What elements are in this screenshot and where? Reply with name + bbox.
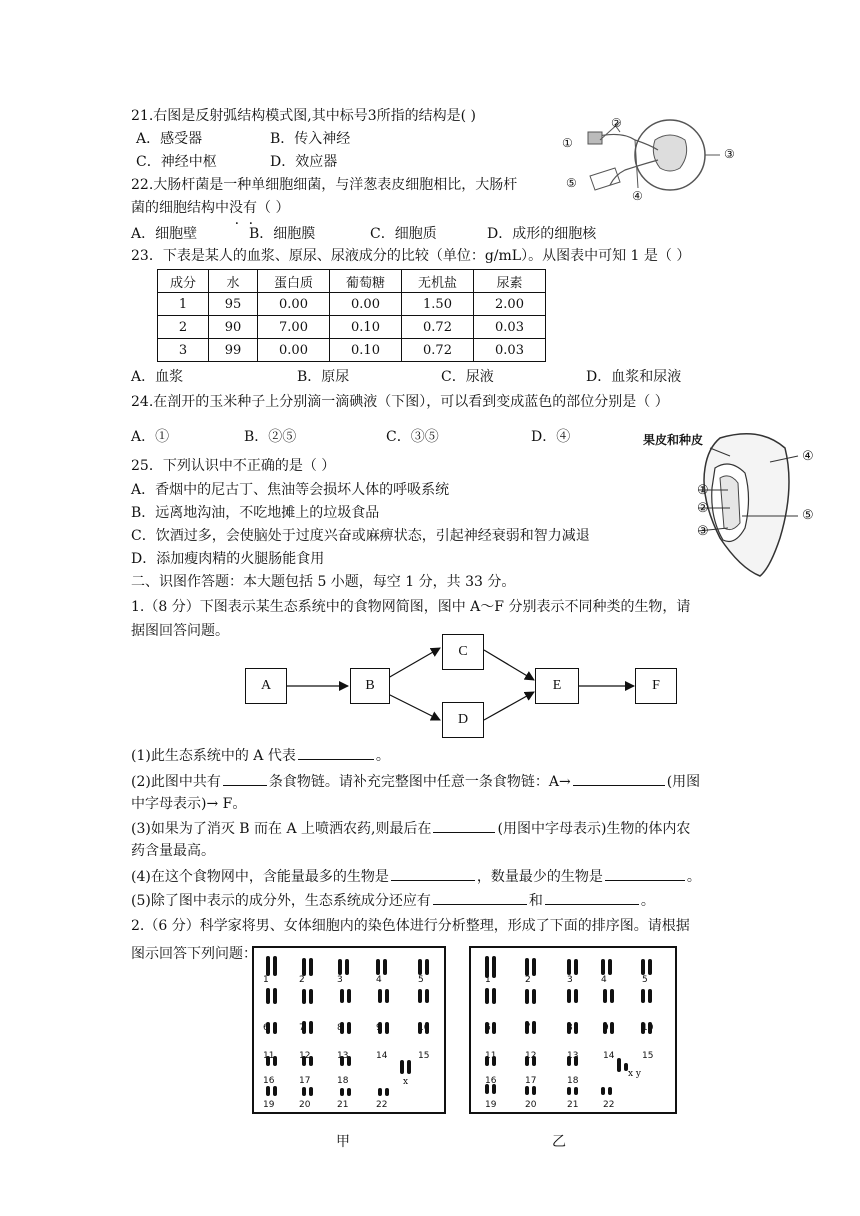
table-cell: 7.00	[258, 316, 330, 339]
chromosome-number-male: 3	[567, 975, 573, 985]
food-web-node-c: C	[442, 634, 484, 670]
chromosome-number-male: 16	[485, 1076, 497, 1086]
caption-jia: 甲	[336, 1134, 350, 1150]
q21-option-c: C．神经中枢	[136, 154, 217, 170]
chromosome-number-female: 20	[299, 1100, 311, 1110]
chromosome-number-female: 22	[376, 1100, 388, 1110]
q24-option-b: B．②⑤	[244, 429, 297, 445]
q21-option-b: B．传入神经	[270, 131, 351, 147]
reflex-arc-figure	[560, 110, 750, 200]
table-cell: 2	[158, 316, 209, 339]
chromosome-number-male: 18	[567, 1076, 579, 1086]
q22-line2: 菌的细胞结构中没有（ ）	[131, 200, 290, 216]
seed-label-1: ①	[697, 483, 709, 498]
table-cell: 0.00	[258, 293, 330, 316]
chromosome-number-male: 1	[485, 975, 491, 985]
table-cell: 90	[209, 316, 258, 339]
chromosome-number-male: 15	[642, 1051, 654, 1061]
reflex-label-1: ①	[562, 136, 573, 150]
chromosome-number-female: 1	[263, 975, 269, 985]
table-cell: 0.10	[330, 316, 402, 339]
food-web-node-a: A	[245, 668, 287, 704]
table-cell: 0.03	[474, 316, 546, 339]
table-cell: 0.72	[402, 316, 474, 339]
q25-stem: 25．下列认识中不正确的是（ ）	[131, 458, 336, 474]
table-cell: 2.00	[474, 293, 546, 316]
p1-q4: (4)在这个食物网中，含能量最多的生物是 ，数量最少的生物是 。	[131, 866, 701, 887]
chromosome-number-female: 4	[376, 975, 382, 985]
answer-blank[interactable]	[573, 771, 665, 786]
answer-blank[interactable]	[298, 745, 374, 760]
table-cell: 3	[158, 339, 209, 362]
q23-option-c: C．尿液	[441, 369, 494, 385]
reflex-label-5: ⑤	[566, 176, 577, 190]
chromosome-number-female: 10	[418, 1023, 430, 1033]
q24-option-c: C．③⑤	[386, 429, 439, 445]
table-cell: 0.72	[402, 339, 474, 362]
chromosome-number-female: 11	[263, 1051, 275, 1061]
p2-line1: 2.（6 分）科学家将男、女体细胞内的染色体进行分析整理，形成了下面的排序图。请根据	[131, 918, 690, 934]
reflex-label-3: ③	[724, 147, 735, 161]
chromosome-number-male: 2	[525, 975, 531, 985]
q21-stem: 21.右图是反射弧结构模式图,其中标号3所指的结构是( )	[131, 108, 476, 124]
q22-option-a: A．细胞壁	[131, 226, 198, 242]
table-cell: 95	[209, 293, 258, 316]
chromosome-number-female: 13	[337, 1051, 349, 1061]
chromosome-number-male: 8	[567, 1023, 573, 1033]
answer-blank[interactable]	[433, 890, 527, 905]
food-web-node-d: D	[442, 702, 484, 738]
chromosome-number-female: 9	[376, 1023, 382, 1033]
q23-option-a: A．血浆	[131, 369, 184, 385]
table-header-cell: 成分	[158, 270, 209, 293]
chromosome-pair	[266, 956, 277, 976]
chromosome-number-female: 19	[263, 1100, 275, 1110]
p1-q5: (5)除了图中表示的成分外，生态系统成分还应有 和 。	[131, 890, 655, 911]
chromosome-number-female: 17	[299, 1076, 311, 1086]
karyotype-female-panel	[252, 946, 446, 1114]
seed-label-5: ⑤	[802, 508, 814, 523]
table-cell: 0.00	[258, 339, 330, 362]
table-cell: 0.00	[330, 293, 402, 316]
p2-line2: 图示回答下列问题：	[131, 946, 257, 962]
chromosome-number-male: 7	[525, 1023, 531, 1033]
chromosome-number-male: 9	[603, 1023, 609, 1033]
chromosome-number-female: 3	[337, 975, 343, 985]
p1-q2: (2)此图中共有 条食物链。请补充完整图中任意一条食物链：A→ (用图	[131, 771, 700, 792]
chromosome-number-female: 12	[299, 1051, 311, 1061]
chromosome-number-female: 2	[299, 975, 305, 985]
table-row	[158, 293, 546, 316]
seed-label-2: ②	[697, 501, 709, 516]
chromosome-number-male: 17	[525, 1076, 537, 1086]
p1-q1: (1)此生态系统中的 A 代表 。	[131, 745, 390, 766]
q22-option-d: D．成形的细胞核	[487, 226, 597, 242]
table-cell: 0.10	[330, 339, 402, 362]
table-cell: 0.03	[474, 339, 546, 362]
seed-label-3: ③	[697, 524, 709, 539]
chromosome-number-male: 5	[642, 975, 648, 985]
q23-option-d: D．血浆和尿液	[586, 369, 682, 385]
table-header-cell: 尿素	[474, 270, 546, 293]
food-web-node-b: B	[350, 668, 390, 704]
table-header-row	[158, 270, 546, 293]
q21-option-a: A．感受器	[136, 131, 203, 147]
table-header-cell: 蛋白质	[258, 270, 330, 293]
chromosome-number-female: 7	[299, 1023, 305, 1033]
answer-blank[interactable]	[433, 818, 495, 833]
chromosome-number-female: 14	[376, 1051, 388, 1061]
chromosome-number-male: 20	[525, 1100, 537, 1110]
chromosome-number-male: 10	[642, 1023, 654, 1033]
chromosome-number-male: 6	[485, 1023, 491, 1033]
chromosome-number-female: 21	[337, 1100, 349, 1110]
table-row	[158, 316, 546, 339]
q23-option-b: B．原尿	[297, 369, 350, 385]
caption-yi: 乙	[552, 1134, 566, 1150]
p1-line2: 据图回答问题。	[131, 623, 229, 639]
p1-line1: 1.（8 分）下图表示某生态系统中的食物网简图，图中 A～F 分别表示不同种类的生物，请	[131, 599, 691, 615]
answer-blank[interactable]	[545, 890, 639, 905]
chromosome-number-male: 21	[567, 1100, 579, 1110]
table-cell: 1.50	[402, 293, 474, 316]
reflex-label-4: ④	[632, 189, 643, 203]
chromosome-number-male: 14	[603, 1051, 615, 1061]
q24-option-d: D．④	[531, 429, 571, 445]
chromosome-number-female: 16	[263, 1076, 275, 1086]
table-cell: 99	[209, 339, 258, 362]
sex-chromosome-label-male: x y	[628, 1069, 642, 1079]
answer-blank[interactable]	[605, 866, 685, 881]
chromosome-number-female: 5	[418, 975, 424, 985]
table-row	[158, 339, 546, 362]
section-heading: 二、识图作答题：本大题包括 5 小题，每空 1 分，共 33 分。	[131, 574, 516, 590]
seed-label-4: ④	[802, 449, 814, 464]
p1-q2-line2: 中字母表示)→ F。	[131, 796, 247, 812]
answer-blank[interactable]	[391, 866, 475, 881]
chromosome-number-female: 15	[418, 1051, 430, 1061]
q25-option-d: D．添加瘦肉精的火腿肠能食用	[131, 551, 325, 567]
table-header-cell: 水	[209, 270, 258, 293]
q25-option-b: B．远离地沟油，不吃地摊上的垃圾食品	[131, 505, 380, 521]
table-header-cell: 葡萄糖	[330, 270, 402, 293]
chromosome-number-female: 8	[337, 1023, 343, 1033]
sex-chromosome-label-female: x	[403, 1077, 409, 1087]
table-cell: 1	[158, 293, 209, 316]
p1-q3: (3)如果为了消灭 B 而在 A 上喷洒农药,则最后在 (用图中字母表示)生物的体内农	[131, 818, 690, 839]
food-web-node-f: F	[635, 668, 677, 704]
food-web-node-e: E	[535, 668, 579, 704]
q22-line1: 22.大肠杆菌是一种单细胞细菌，与洋葱表皮细胞相比，大肠杆	[131, 177, 518, 193]
q24-stem: 24.在剖开的玉米种子上分别滴一滴碘液（下图），可以看到变成蓝色的部位分别是（ ）	[131, 394, 669, 410]
reflex-label-2: ②	[611, 116, 622, 130]
p1-q3-line2: 药含量最高。	[131, 843, 215, 859]
q22-option-b: B．细胞膜	[249, 226, 316, 242]
q25-option-a: A．香烟中的尼古丁、焦油等会损坏人体的呼吸系统	[131, 482, 450, 498]
chromosome-number-male: 12	[525, 1051, 537, 1061]
q22-option-c: C．细胞质	[370, 226, 437, 242]
q21-option-d: D．效应器	[270, 154, 338, 170]
q23-table	[157, 269, 546, 362]
chromosome-number-male: 4	[601, 975, 607, 985]
q23-stem: 23．下表是某人的血浆、原尿、尿液成分的比较（单位：g/mL）。从图表中可知 1 是（ ）	[131, 248, 691, 264]
q24-option-a: A．①	[131, 429, 170, 445]
answer-blank[interactable]	[223, 771, 267, 786]
chromosome-number-male: 19	[485, 1100, 497, 1110]
chromosome-number-female: 18	[337, 1076, 349, 1086]
q25-option-c: C．饮酒过多，会使脑处于过度兴奋或麻痹状态，引起神经衰弱和智力减退	[131, 528, 590, 544]
table-header-cell: 无机盐	[402, 270, 474, 293]
chromosome-number-female: 6	[263, 1023, 269, 1033]
chromosome-number-male: 11	[485, 1051, 497, 1061]
chromosome-number-male: 13	[567, 1051, 579, 1061]
chromosome-number-male: 22	[603, 1100, 615, 1110]
seed-title: 果皮和种皮	[643, 433, 704, 447]
